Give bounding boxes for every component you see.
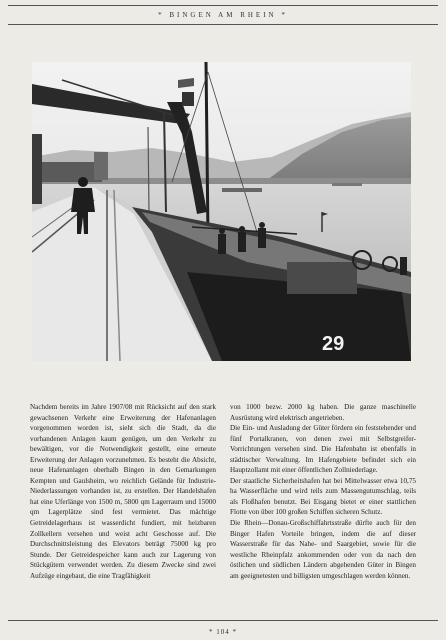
boat-number-29: 29	[322, 333, 345, 355]
text-column-left	[30, 402, 216, 581]
paragraph: Die Rhein—Donau-Großschiffahrtsstraße dürfte auch für den Binger Hafen Vorteile bringen, indem die auf dieser Wasserstraße für das Nahe- und Saargebiet, sowie für die westliche Rheinpfalz ankommenden oder von da nach den östlichen und südlichen Ländern abgehenden Güter in Bingen am geeignetesten und billigsten umgeschlagen werden können.	[230, 519, 416, 580]
text-column-right	[230, 402, 416, 581]
harbor-photograph	[32, 62, 411, 361]
page-number: * 104 *	[209, 628, 237, 636]
harbor-photo-illustration	[32, 62, 411, 361]
header-rule-top	[8, 5, 438, 6]
body-text	[30, 402, 416, 581]
paragraph: Der staatliche Sicherheitshafen hat bei Mittelwasser etwa 10,75 ha Wasserfläche und wird teils zum Massengutumschlag, teils als Floßhafen benutzt. Bei Eisgang bietet er einer stattlichen Flotte von über 100 großen Schiffen sicheren Schutz.	[230, 476, 416, 517]
running-head: * BINGEN AM RHEIN *	[158, 11, 288, 19]
paragraph: Nachdem bereits im Jahre 1907/08 mit Rücksicht auf den stark gewachsenen Verkehr eine Erweiterung der Hafenanlagen vorgenommen worden ist, sieht sich die Stadt, da die vorhandenen Anlagen kaum genügen, um den Verkehr zu bewältigen, vor die Notwendigkeit gestellt, eine erneute Erweiterung der Anlagen vorzunehmen. Es besteht die Absicht, neue Hafenanlagen oberhalb Bingen in den Gemarkungen Kempten und Gaulsheim, wo reichlich Gelände für Industrie-Niederlassungen vorhanden ist, zu erstellen. Der Handelshafen hat eine Uferlänge von 1500 m, 5800 qm Lagerraum und 15000 qm Lagerplätze sind fest vermietet. Das mächtige Getreidelagerhaus ist wasserdicht fundiert, mit heizbaren Zollkellern versehen und weist acht Geschosse auf. Die Durchschnittsleistung des Elevators beträgt 75000 kg pro Stunde. Der Getreidespeicher kann auch zur Lagerung von Stückgütern verwendet werden. Zu diesem Zwecke sind zwei Aufzüge eingebaut, die eine Tragfähigkeit	[30, 403, 216, 580]
paragraph: Die Ein- und Ausladung der Güter fördern ein feststehender und fünf Portalkranen, von denen zwei mit Selbstgreifer-Vorrichtungen versehen sind. Die Hafenbahn ist ebenfalls in städtischer Verwaltung. Im Hafengebiete befindet sich ein Hauptzollamt mit einer öffentlichen Zollniederlage.	[230, 424, 416, 475]
footer-rule	[8, 620, 438, 621]
paragraph: von 1000 bezw. 2000 kg haben. Die ganze maschinelle Ausrüstung wird elektrisch angetrieben.	[230, 403, 416, 422]
header-rule-bottom	[8, 24, 438, 25]
